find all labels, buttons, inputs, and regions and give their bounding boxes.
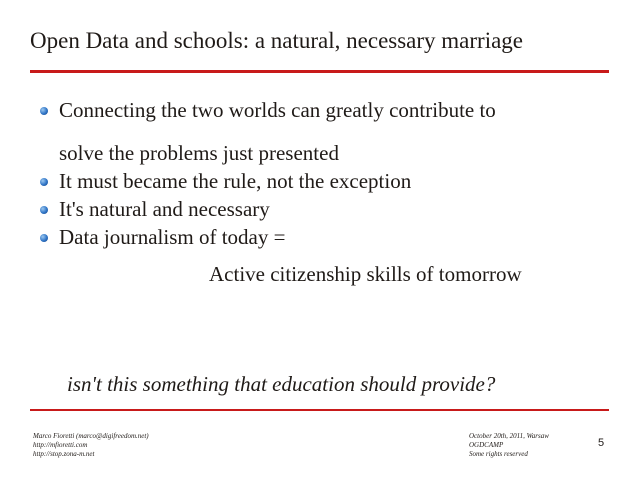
footer-event: OGDCAMP [469, 441, 504, 449]
bullet-text: It's natural and necessary [59, 197, 270, 221]
closing-question: isn't this something that education should provide? [67, 372, 496, 396]
page-number: 5 [598, 437, 605, 449]
bullet-item [37, 167, 617, 195]
footer-author-info [33, 432, 149, 459]
bullet-text-continuation: Active citizenship skills of tomorrow [209, 262, 522, 286]
footer-license: Some rights reserved [469, 450, 528, 458]
title-divider [30, 70, 609, 73]
bullet-text: Data journalism of today = [59, 225, 286, 249]
bullet-text-continuation: solve the problems just presented [59, 141, 339, 165]
footer-divider [30, 409, 609, 411]
slide-title: Open Data and schools: a natural, necessary marriage [30, 28, 524, 53]
footer-link: http://stop.zona-m.net [33, 450, 95, 458]
footer-event-info [469, 432, 549, 459]
bullet-text: Connecting the two worlds can greatly contribute to [59, 98, 496, 122]
bullet-dot-icon [40, 234, 48, 242]
bullet-item [37, 96, 617, 167]
bullet-text: It must became the rule, not the exception [59, 169, 412, 193]
bullet-item [37, 223, 617, 288]
footer-link: http://mfioretti.com [33, 441, 88, 449]
footer-date: October 20th, 2011, Warsaw [469, 432, 549, 440]
bullet-dot-icon [40, 206, 48, 214]
bullet-list [37, 96, 617, 288]
bullet-dot-icon [40, 178, 48, 186]
bullet-dot-icon [40, 107, 48, 115]
footer-author: Marco Fioretti (marco@digifreedom.net) [33, 432, 149, 440]
bullet-item [37, 195, 617, 223]
